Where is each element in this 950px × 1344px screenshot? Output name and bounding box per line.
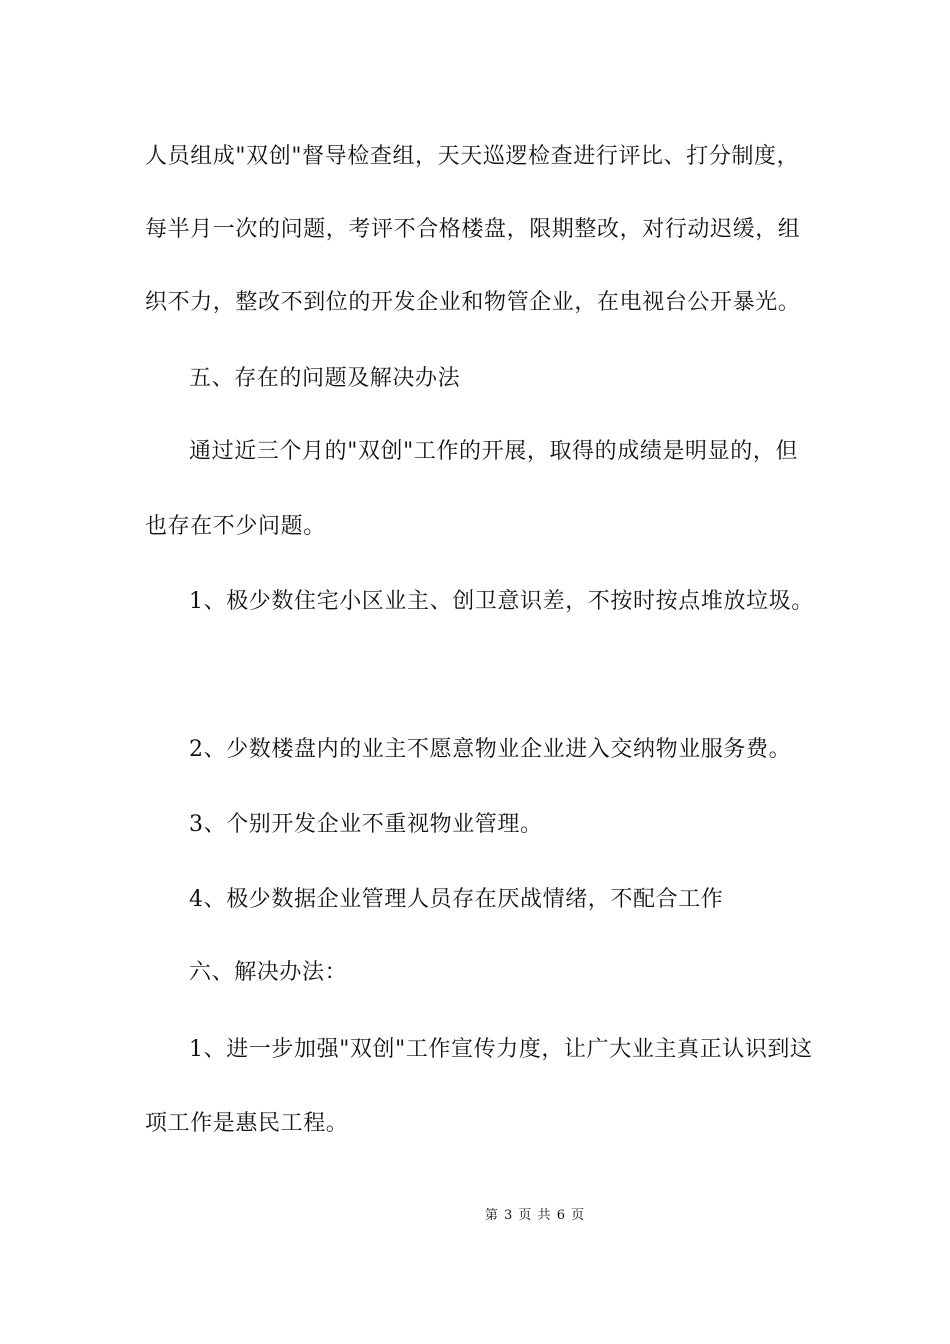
text-line-3: 织不力，整改不到位的开发企业和物管企业，在电视台公开暴光。 — [145, 290, 801, 315]
text-line-2: 每半月一次的问题，考评不合格楼盘，限期整改，对行动迟缓，组 — [145, 217, 801, 242]
solution-item-1: 1、进一步加强"双创"工作宣传力度，让广大业主真正认识到这 — [189, 1037, 813, 1062]
text-line-6: 也存在不少问题。 — [145, 514, 326, 539]
page-footer: 第 3 页 共 6 页 — [484, 1208, 586, 1223]
text-line-13: 项工作是惠民工程。 — [145, 1111, 349, 1136]
list-item-2: 2、少数楼盘内的业主不愿意物业企业进入交纳物业服务费。 — [189, 737, 792, 762]
list-item-1: 1、极少数住宅小区业主、创卫意识差，不按时按点堆放垃圾。 — [189, 589, 814, 614]
section-heading-5: 五、存在的问题及解决办法 — [189, 366, 461, 391]
section-heading-6: 六、解决办法： — [189, 960, 348, 985]
text-line-5: 通过近三个月的"双创"工作的开展，取得的成绩是明显的，但 — [189, 439, 799, 464]
list-item-3: 3、个别开发企业不重视物业管理。 — [189, 812, 543, 837]
text-line-1: 人员组成"双创"督导检查组，天天巡逻检查进行评比、打分制度， — [145, 144, 800, 169]
list-item-4: 4、极少数据企业管理人员存在厌战情绪，不配合工作 — [189, 887, 724, 912]
